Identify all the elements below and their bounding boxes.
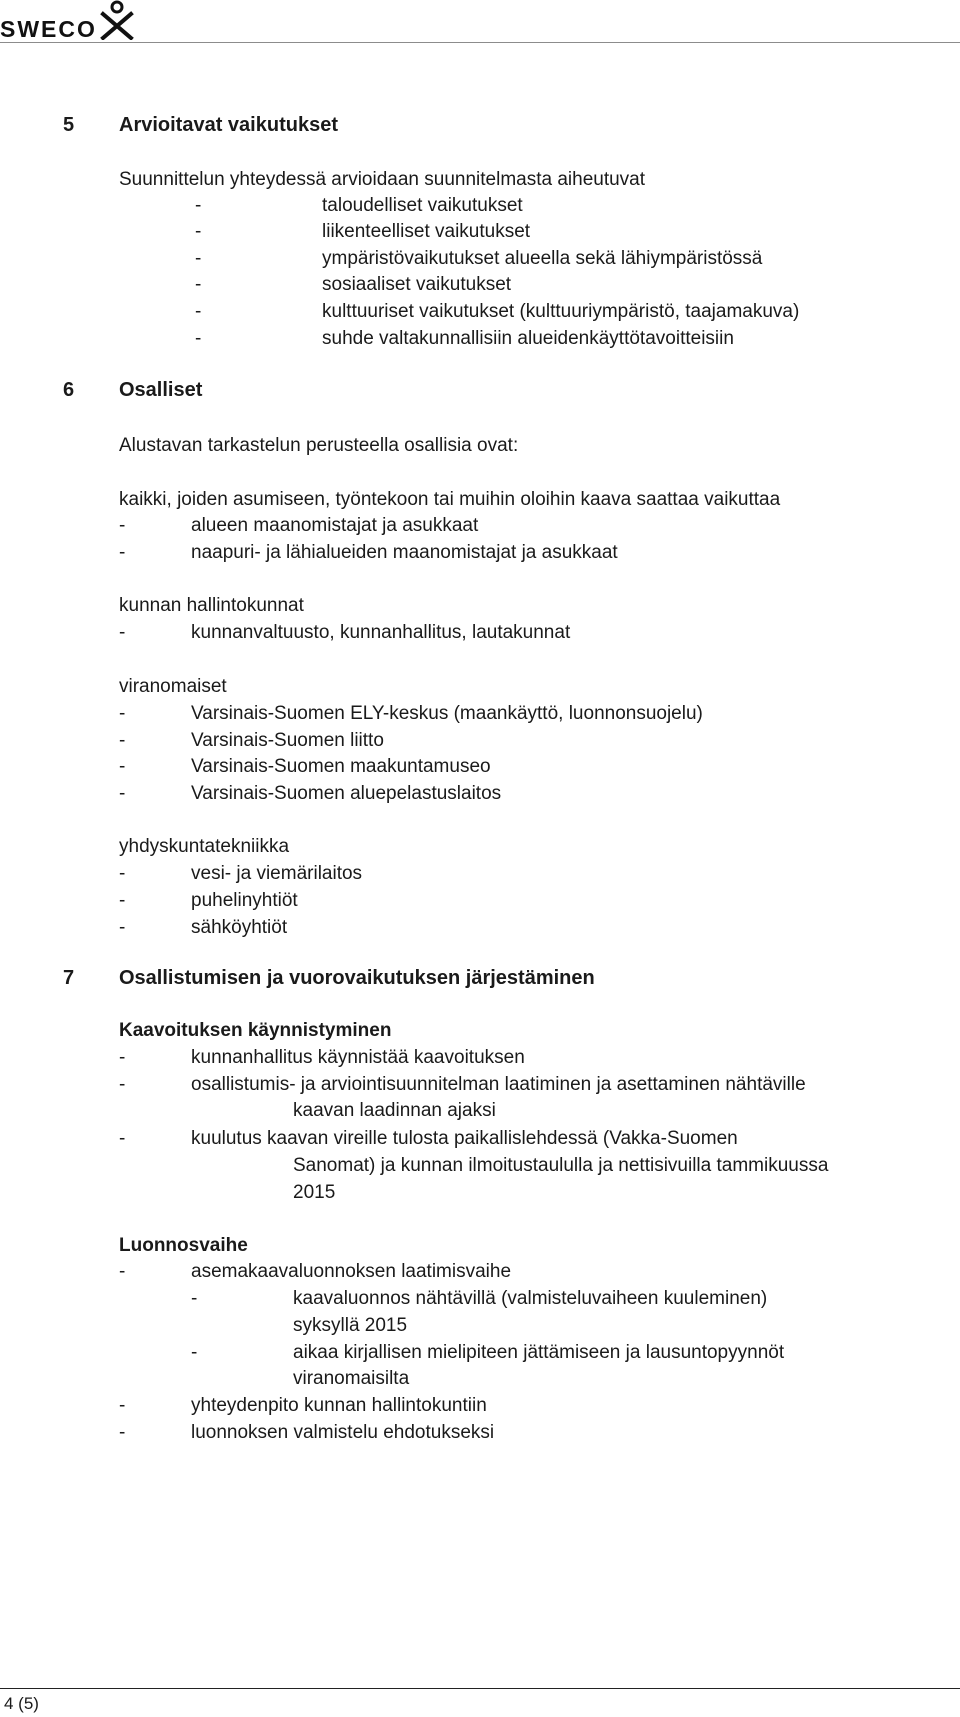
list-dash: - (119, 783, 126, 804)
list-item: Varsinais-Suomen ELY-keskus (maankäyttö, luonnonsuojelu) (191, 703, 703, 724)
list-dash: - (119, 1261, 126, 1282)
group-heading: kunnan hallintokunnat (119, 595, 304, 616)
list-item: puhelinyhtiöt (191, 890, 298, 911)
section-5-title: Arvioitavat vaikutukset (119, 114, 338, 136)
list-item: kunnanvaltuusto, kunnanhallitus, lautakunnat (191, 622, 571, 643)
list-item: sosiaaliset vaikutukset (322, 274, 512, 295)
list-item: osallistumis- ja arviointisuunnitelman laatiminen ja asettaminen nähtäville (191, 1074, 806, 1095)
list-dash: - (119, 515, 126, 536)
nested-list-continuation: syksyllä 2015 (293, 1315, 408, 1336)
list-item: kulttuuriset vaikutukset (kulttuuriympäristö, taajamakuva) (322, 301, 800, 322)
section-5-intro: Suunnittelun yhteydessä arvioidaan suunnitelmasta aiheutuvat (119, 169, 646, 190)
list-item: sähköyhtiöt (191, 917, 288, 938)
subsection-title: Kaavoituksen käynnistyminen (119, 1020, 392, 1041)
list-dash: - (195, 328, 202, 349)
list-item-continuation: kaavan laadinnan ajaksi (293, 1100, 496, 1121)
list-item: asemakaavaluonnoksen laatimisvaihe (191, 1261, 512, 1282)
section-7-title: Osallistumisen ja vuorovaikutuksen järjestäminen (119, 967, 595, 989)
header-divider (0, 42, 960, 43)
list-item: ympäristövaikutukset alueella sekä lähiympäristössä (322, 248, 763, 269)
list-dash: - (119, 622, 126, 643)
list-item: liikenteelliset vaikutukset (322, 221, 531, 242)
section-6-number: 6 (63, 379, 75, 401)
list-dash: - (119, 703, 126, 724)
list-item: luonnoksen valmistelu ehdotukseksi (191, 1422, 495, 1443)
list-dash: - (195, 248, 202, 269)
list-item: Varsinais-Suomen liitto (191, 730, 384, 751)
list-dash: - (119, 756, 126, 777)
list-dash: - (119, 863, 126, 884)
list-dash: - (119, 1047, 126, 1068)
section-7-number: 7 (63, 967, 75, 989)
section-6-intro: Alustavan tarkastelun perusteella osallisia ovat: (119, 435, 519, 456)
group-heading: viranomaiset (119, 676, 227, 697)
list-dash: - (119, 1395, 126, 1416)
logo-text: SWECO (0, 16, 97, 42)
nested-list-dash: - (191, 1342, 198, 1363)
list-item: vesi- ja viemärilaitos (191, 863, 363, 884)
list-item: yhteydenpito kunnan hallintokuntiin (191, 1395, 487, 1416)
list-item: alueen maanomistajat ja asukkaat (191, 515, 479, 536)
footer-divider (0, 1688, 960, 1689)
nested-list-dash: - (191, 1288, 198, 1309)
list-dash: - (195, 301, 202, 322)
list-dash: - (119, 1422, 126, 1443)
list-item: Varsinais-Suomen aluepelastuslaitos (191, 783, 502, 804)
list-item: suhde valtakunnallisiin alueidenkäyttötavoitteisiin (322, 328, 734, 349)
list-dash: - (119, 917, 126, 938)
list-dash: - (119, 730, 126, 751)
list-dash: - (119, 1128, 126, 1149)
nested-list-item: kaavaluonnos nähtävillä (valmisteluvaiheen kuuleminen) (293, 1288, 768, 1309)
list-item-continuation: 2015 (293, 1182, 336, 1203)
sweco-logo (0, 0, 145, 44)
list-item: kunnanhallitus käynnistää kaavoituksen (191, 1047, 525, 1068)
subsection-title: Luonnosvaihe (119, 1235, 248, 1256)
section-5-number: 5 (63, 114, 75, 136)
list-item: kuulutus kaavan vireille tulosta paikallislehdessä (Vakka-Suomen (191, 1128, 738, 1149)
section-6-title: Osalliset (119, 379, 203, 401)
list-dash: - (119, 1074, 126, 1095)
list-dash: - (195, 274, 202, 295)
list-dash: - (195, 195, 202, 216)
list-dash: - (119, 890, 126, 911)
page-number: 4 (5) (4, 1694, 39, 1713)
list-item: Varsinais-Suomen maakuntamuseo (191, 756, 491, 777)
nested-list-item: aikaa kirjallisen mielipiteen jättämiseen ja lausuntopyynnöt (293, 1342, 785, 1363)
group-heading: kaikki, joiden asumiseen, työntekoon tai muihin oloihin kaava saattaa vaikuttaa (119, 489, 781, 510)
list-item: taloudelliset vaikutukset (322, 195, 523, 216)
sweco-figure-icon (97, 0, 137, 40)
group-heading: yhdyskuntatekniikka (119, 836, 290, 857)
list-dash: - (195, 221, 202, 242)
list-item: naapuri- ja lähialueiden maanomistajat ja asukkaat (191, 542, 618, 563)
list-dash: - (119, 542, 126, 563)
list-item-continuation: Sanomat) ja kunnan ilmoitustaululla ja nettisivuilla tammikuussa (293, 1155, 829, 1176)
nested-list-continuation: viranomaisilta (293, 1368, 410, 1389)
